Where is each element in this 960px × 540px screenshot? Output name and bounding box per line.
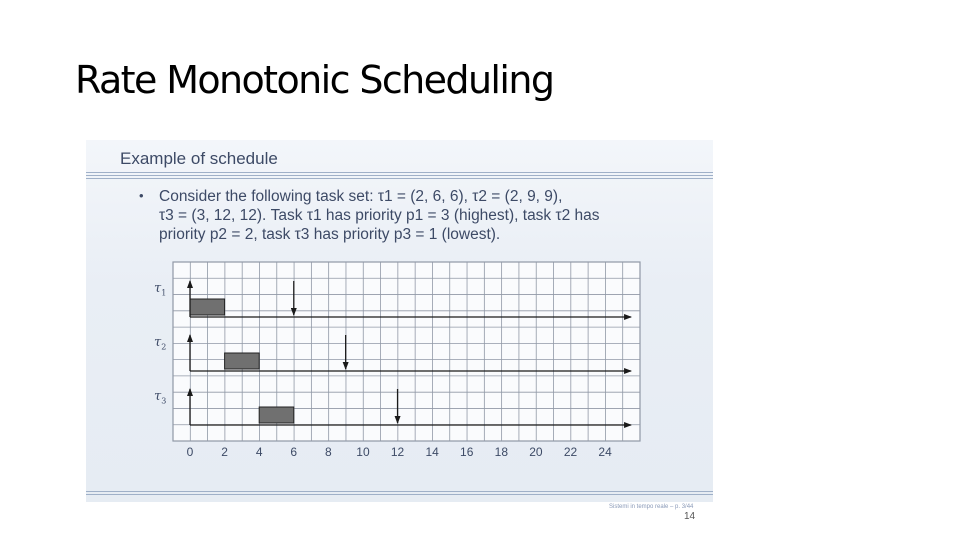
grid-frame — [173, 262, 640, 441]
x-tick-0: 0 — [186, 445, 194, 459]
footer-rule-2 — [86, 494, 713, 495]
task-label-tau3: $\tau_3$ — [154, 389, 167, 406]
task-label-tau1: $\tau_1$ — [154, 281, 167, 298]
schedule-chart — [86, 140, 713, 502]
x-tick-14: 14 — [425, 445, 439, 459]
x-tick-4: 4 — [255, 445, 263, 459]
footer-rule — [86, 491, 713, 492]
example-panel — [86, 140, 713, 510]
panel-heading: Example of schedule — [120, 149, 278, 168]
x-tick-18: 18 — [494, 445, 509, 459]
footer-note: Sistemi in tempo reale – p. 3/44 — [609, 504, 694, 510]
x-tick-10: 10 — [356, 445, 370, 459]
task-set-line-3: priority p2 = 2, task τ3 has priority p3 = 1 (lowest). — [159, 226, 501, 243]
task-set-line-2: τ3 = (3, 12, 12). Task τ1 has priority p1 = 3 (highest), task τ2 has — [159, 207, 600, 224]
slide-title: Rate Monotonic Scheduling — [75, 58, 554, 102]
x-tick-20: 20 — [529, 445, 543, 459]
x-tick-24: 24 — [598, 445, 612, 459]
grid — [173, 262, 640, 441]
x-tick-8: 8 — [325, 445, 332, 459]
x-tick-2: 2 — [221, 445, 228, 459]
execution-bar-task-3 — [259, 407, 294, 423]
x-tick-labels — [187, 445, 612, 459]
x-tick-22: 22 — [563, 445, 578, 459]
page-number: 14 — [684, 511, 696, 522]
x-tick-16: 16 — [460, 445, 474, 459]
execution-bar-task-1 — [190, 299, 225, 315]
bullet-marker: • — [139, 188, 144, 203]
task-set-line-1: Consider the following task set: τ1 = (2, 6, 6), τ2 = (2, 9, 9), — [159, 188, 563, 205]
execution-bar-task-2 — [225, 353, 260, 369]
x-tick-6: 6 — [290, 445, 298, 459]
x-tick-12: 12 — [390, 445, 405, 459]
task-label-tau2: $\tau_2$ — [154, 335, 167, 352]
